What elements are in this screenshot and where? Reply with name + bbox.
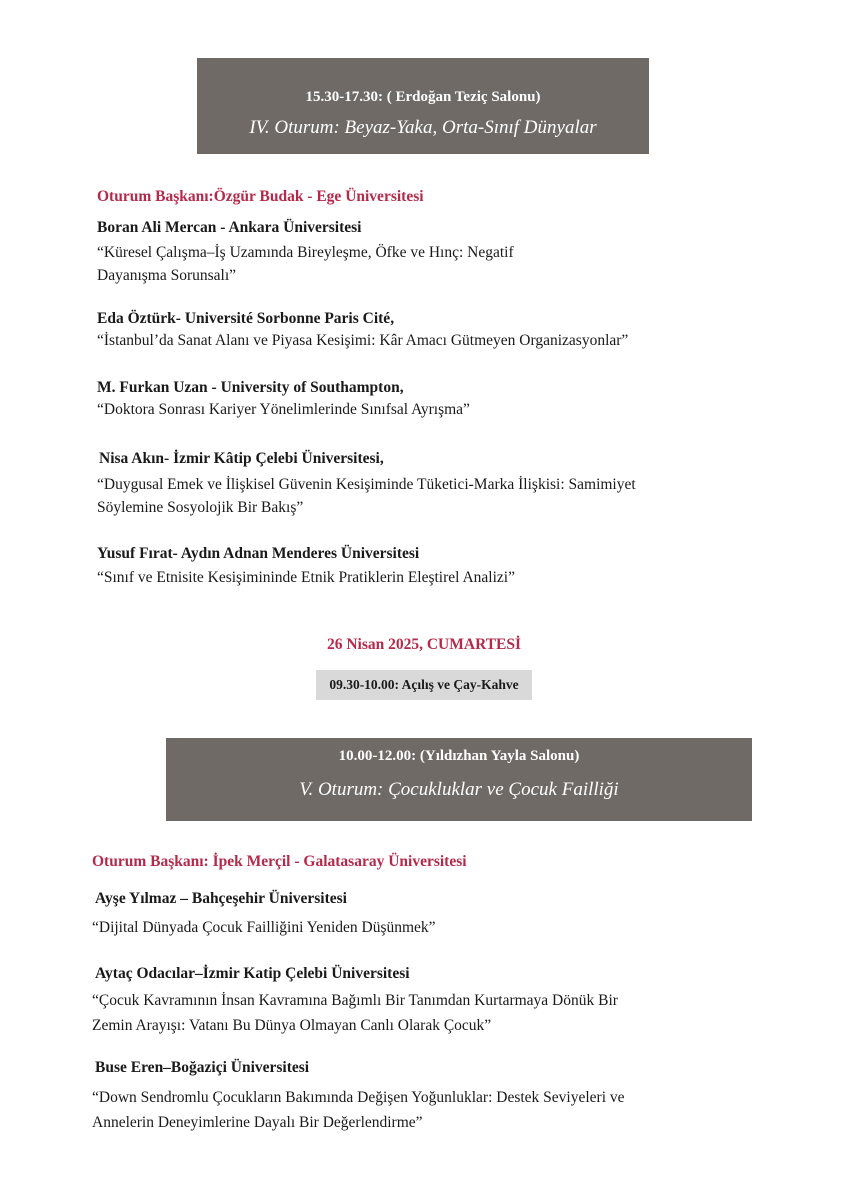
session-4-chair: Oturum Başkanı:Özgür Budak - Ege Üniversitesi: [97, 188, 424, 205]
talk-title: “Sınıf ve Etnisite Kesişimininde Etnik Pratiklerin Eleştirel Analizi”: [97, 569, 515, 586]
day-date: 26 Nisan 2025, CUMARTESİ: [326, 636, 522, 653]
talk-speaker: Yusuf Fırat- Aydın Adnan Menderes Üniversitesi: [97, 545, 420, 562]
talk-title: “Küresel Çalışma–İş Uzamında Bireyleşme, Öfke ve Hınç: Negatif: [97, 244, 514, 261]
session-5-chair: Oturum Başkanı: İpek Merçil - Galatasaray Üniversitesi: [92, 853, 467, 870]
talk-title: “İstanbul’da Sanat Alanı ve Piyasa Kesişimi: Kâr Amacı Gütmeyen Organizasyonlar”: [97, 332, 629, 349]
session-5-time: 10.00-12.00: (Yıldızhan Yayla Salonu): [338, 748, 580, 764]
talk-speaker: Boran Ali Mercan - Ankara Üniversitesi: [97, 219, 362, 236]
session-4-header: [197, 58, 649, 154]
talk-speaker: Ayşe Yılmaz – Bahçeşehir Üniversitesi: [95, 890, 347, 907]
talk-title: “Çocuk Kavramının İnsan Kavramına Bağımlı Bir Tanımdan Kurtarmaya Dönük Bir: [92, 992, 618, 1009]
talk-title: Zemin Arayışı: Vatanı Bu Dünya Olmayan Canlı Olarak Çocuk”: [92, 1017, 492, 1034]
session-5-header: [166, 738, 752, 821]
opening-break: 09.30-10.00: Açılış ve Çay-Kahve: [316, 670, 532, 700]
talk-title: “Doktora Sonrası Kariyer Yönelimlerinde Sınıfsal Ayrışma”: [97, 401, 470, 418]
talk-speaker: Aytaç Odacılar–İzmir Katip Çelebi Üniversitesi: [95, 965, 410, 982]
talk-title: “Down Sendromlu Çocukların Bakımında Değişen Yoğunluklar: Destek Seviyeleri ve: [92, 1089, 625, 1106]
talk-speaker: Eda Öztürk- Université Sorbonne Paris Cité,: [97, 310, 395, 327]
talk-title: Dayanışma Sorunsalı”: [97, 267, 237, 284]
talk-title: “Duygusal Emek ve İlişkisel Güvenin Kesişiminde Tüketici-Marka İlişkisi: Samimiyet: [97, 476, 636, 493]
talk-speaker: Buse Eren–Boğaziçi Üniversitesi: [95, 1059, 310, 1076]
talk-speaker: Nisa Akın- İzmir Kâtip Çelebi Üniversitesi,: [99, 450, 384, 467]
session-5-title: V. Oturum: Çocukluklar ve Çocuk Failliği: [299, 779, 619, 800]
session-4-title: IV. Oturum: Beyaz-Yaka, Orta-Sınıf Dünyalar: [249, 117, 597, 138]
talk-title: “Dijital Dünyada Çocuk Failliğini Yeniden Düşünmek”: [92, 919, 436, 936]
talk-title: Söylemine Sosyolojik Bir Bakış”: [97, 499, 304, 516]
talk-speaker: M. Furkan Uzan - University of Southampton,: [97, 379, 404, 396]
session-4-time: 15.30-17.30: ( Erdoğan Teziç Salonu): [305, 89, 541, 105]
talk-title: Annelerin Deneyimlerine Dayalı Bir Değerlendirme”: [92, 1114, 423, 1131]
